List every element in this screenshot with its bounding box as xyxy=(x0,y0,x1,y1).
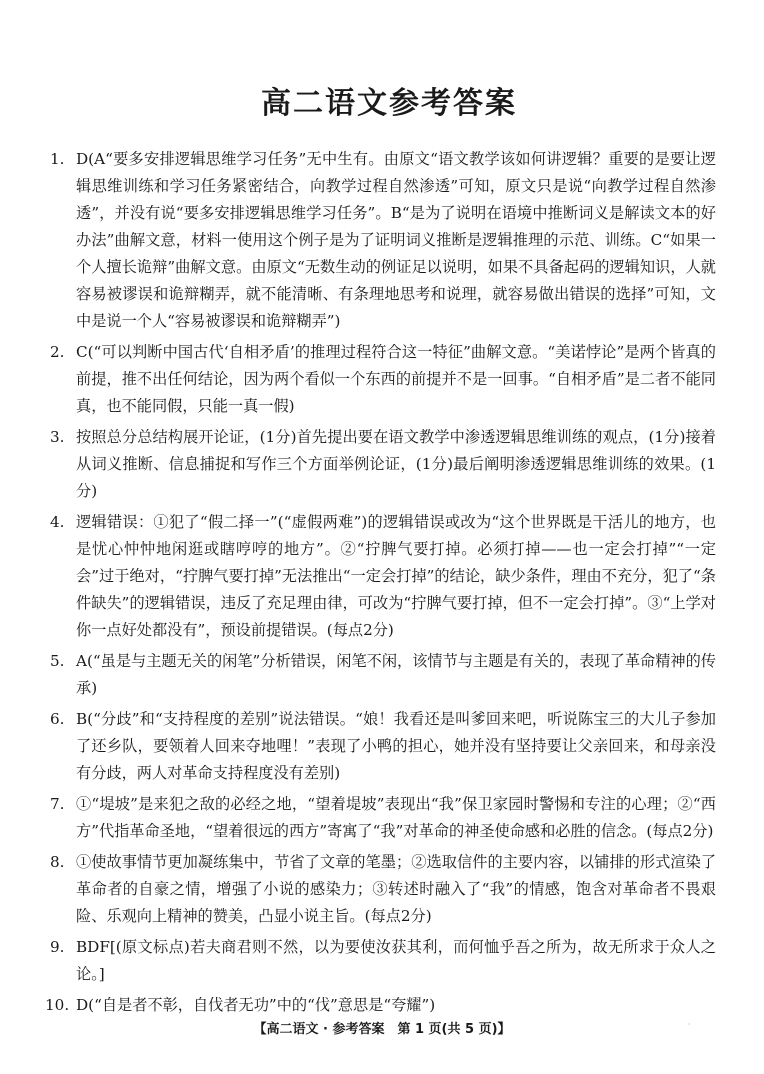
answer-number: 1. xyxy=(50,150,65,168)
answer-text: D(A“要多安排逻辑思维学习任务”无中生有。由原文“语文教学该如何讲逻辑？重要的是要让逻辑思维训练和学习任务紧密结合，向教学过程自然渗透”可知，原文只是说“向教学过程自然渗透”，并没有说“要多安排逻辑思维学习任务”。B“是为了说明在语境中推断词义是解读文本的好办法”曲解文意，材料一使用这个例子是为了证明词义推断是逻辑推理的示范、训练。C“如果一个人擅长诡辩”曲解文意。由原文“无数生动的例证足以说明，如果不具备起码的逻辑知识，人就容易被谬误和诡辩糊弄，就不能清晰、有条理地思考和说理，就容易做出错误的选择”可知，文中是说一个人“容易被谬误和诡辩糊弄”) xyxy=(76,150,716,330)
answer-text: B(“分歧”和“支持程度的差别”说法错误。“娘！我看还是叫爹回来吧，听说陈宝三的大儿子参加了还乡队，要领着人回来夺地哩！”表现了小鸭的担心，她并没有坚持要让父亲回来，和母亲没有分歧，两人对革命支持程度没有差别) xyxy=(76,710,716,782)
answer-item xyxy=(50,146,716,335)
answer-number: 4. xyxy=(50,513,65,531)
answer-item xyxy=(50,339,716,420)
answer-number: 9. xyxy=(50,938,65,956)
answer-text: ①使故事情节更加凝练集中，节省了文章的笔墨；②选取信件的主要内容，以铺排的形式渲染了革命者的自豪之情，增强了小说的感染力；③转述时融入了“我”的情感，饱含对革命者不畏艰险、乐观向上精神的赞美，凸显小说主旨。(每点2分) xyxy=(76,853,716,925)
answer-text: C(“可以判断中国古代‘自相矛盾’的推理过程符合这一特征”曲解文意。“美诺悖论”是两个皆真的前提，推不出任何结论，因为两个看似一个东西的前提并不是一回事。“自相矛盾”是二者不能同真，也不能同假，只能一真一假) xyxy=(76,343,716,415)
answer-item xyxy=(50,849,716,930)
answer-text: BDF[(原文标点)若夫商君则不然，以为要使汝获其利，而何恤乎吾之所为，故无所求于众人之论。] xyxy=(76,938,716,983)
answer-number: 10. xyxy=(45,996,70,1014)
answer-list xyxy=(45,146,716,1019)
answer-number: 7. xyxy=(50,795,65,813)
answer-number: 3. xyxy=(50,428,65,446)
answer-number: 6. xyxy=(50,710,65,728)
answer-item xyxy=(50,424,716,505)
answer-text: 按照总分总结构展开论证，(1分)首先提出要在语文教学中渗透逻辑思维训练的观点，(1分)接着从词义推断、信息捕捉和写作三个方面举例论证，(1分)最后阐明渗透逻辑思维训练的效果。(1分) xyxy=(76,428,716,500)
answer-text: 逻辑错误：①犯了“假二择一”(“虚假两难”)的逻辑错误或改为“这个世界既是干活儿的地方，也是忧心忡忡地闲逛或瞎哼哼的地方”。②“拧脾气要打掉。必须打掉——也一定会打掉”“一定会”过于绝对，“拧脾气要打掉”无法推出“一定会打掉”的结论，缺少条件，理由不充分，犯了“条件缺失”的逻辑错误，违反了充足理由律，可改为“拧脾气要打掉，但不一定会打掉”。③“上学对你一点好处都没有”，预设前提错误。(每点2分) xyxy=(76,513,716,639)
answer-item xyxy=(45,992,716,1019)
answer-item xyxy=(50,791,716,845)
answer-item xyxy=(50,706,716,787)
answer-text: A(“虽是与主题无关的闲笔”分析错误，闲笔不闲，该情节与主题是有关的，表现了革命精神的传承) xyxy=(76,652,716,697)
answer-item xyxy=(50,509,716,644)
answer-text: D(“自是者不彰，自伐者无功”中的“伐”意思是“夸耀”) xyxy=(76,996,436,1014)
scan-mark: · xyxy=(688,1020,691,1029)
answer-number: 5. xyxy=(50,652,65,670)
answer-item xyxy=(50,934,716,988)
answer-text: ①“堤坡”是来犯之敌的必经之地，“望着堤坡”表现出“我”保卫家园时警惕和专注的心理；②“西方”代指革命圣地，“望着很远的西方”寄寓了“我”对革命的神圣使命感和必胜的信念。(每点2分) xyxy=(76,795,716,840)
page-title: 高二语文参考答案 xyxy=(261,86,517,121)
page-footer: 【高二语文 · 参考答案 第 1 页(共 5 页)】 xyxy=(253,1022,511,1037)
answer-number: 8. xyxy=(50,853,65,871)
answer-item xyxy=(50,648,716,702)
answer-number: 2. xyxy=(50,343,65,361)
